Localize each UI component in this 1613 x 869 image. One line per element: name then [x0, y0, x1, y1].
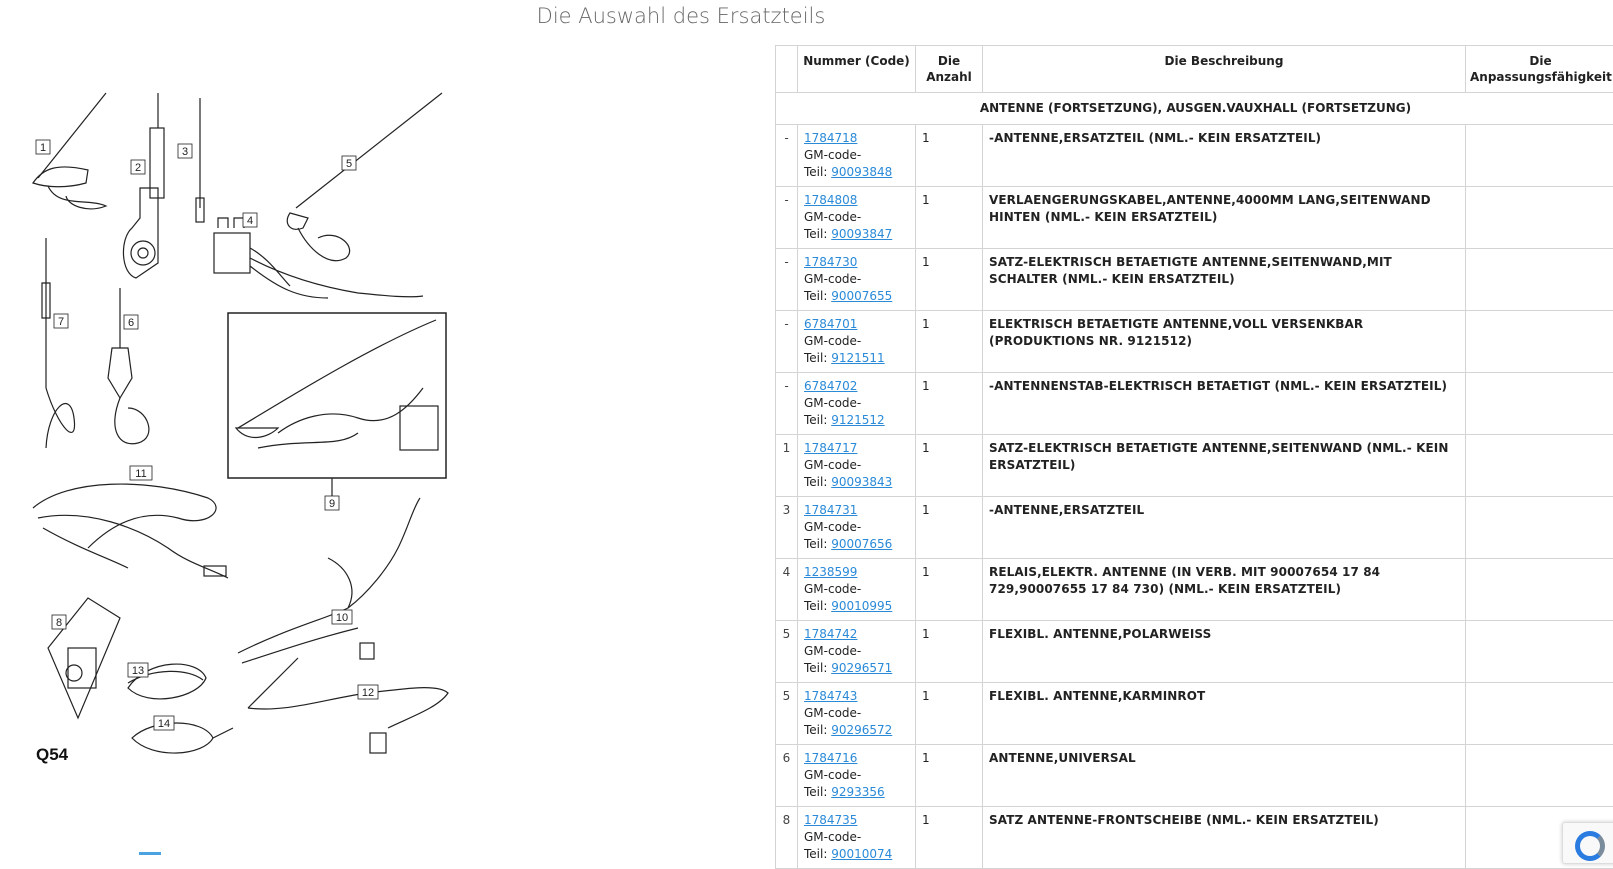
gm-code-label: GM-code-: [804, 830, 861, 844]
row-fit: [1466, 187, 1613, 249]
recaptcha-badge[interactable]: [1562, 822, 1613, 864]
row-quantity: 1: [916, 311, 983, 373]
row-quantity: 1: [916, 187, 983, 249]
row-position: 8: [776, 807, 798, 869]
row-description: SATZ-ELEKTRISCH BETAETIGTE ANTENNE,SEITENWAND (NML.- KEIN ERSATZTEIL): [983, 435, 1466, 497]
row-description: ELEKTRISCH BETAETIGTE ANTENNE,VOLL VERSENKBAR (PRODUKTIONS NR. 9121512): [983, 311, 1466, 373]
table-row: [776, 497, 1613, 559]
row-quantity: 1: [916, 249, 983, 311]
gm-number-link[interactable]: 90010074: [831, 847, 892, 861]
row-number-cell: [798, 249, 916, 311]
table-row: [776, 311, 1613, 373]
row-description: FLEXIBL. ANTENNE,KARMINROT: [983, 683, 1466, 745]
table-row: [776, 621, 1613, 683]
table-row: [776, 187, 1613, 249]
row-quantity: 1: [916, 559, 983, 621]
row-quantity: 1: [916, 125, 983, 187]
teil-label: Teil:: [804, 227, 831, 241]
row-description: FLEXIBL. ANTENNE,POLARWEISS: [983, 621, 1466, 683]
row-description: -ANTENNE,ERSATZTEIL: [983, 497, 1466, 559]
row-description: SATZ ANTENNE-FRONTSCHEIBE (NML.- KEIN ERSATZTEIL): [983, 807, 1466, 869]
gm-code-label: GM-code-: [804, 272, 861, 286]
row-number-cell: [798, 621, 916, 683]
teil-label: Teil:: [804, 289, 831, 303]
row-description: SATZ-ELEKTRISCH BETAETIGTE ANTENNE,SEITENWAND,MIT SCHALTER (NML.- KEIN ERSATZTEIL): [983, 249, 1466, 311]
table-row: [776, 373, 1613, 435]
table-row: [776, 559, 1613, 621]
gm-code-label: GM-code-: [804, 148, 861, 162]
parts-diagram: [28, 88, 470, 788]
row-number-cell: [798, 559, 916, 621]
callout-8: 8: [56, 617, 62, 629]
row-fit: [1466, 311, 1613, 373]
table-row: [776, 249, 1613, 311]
row-position: 4: [776, 559, 798, 621]
part-number-link[interactable]: 1784743: [804, 689, 857, 703]
gm-code-label: GM-code-: [804, 458, 861, 472]
row-fit: [1466, 559, 1613, 621]
header-number: Nummer (Code): [798, 46, 916, 93]
teil-label: Teil:: [804, 599, 831, 613]
part-number-link[interactable]: 1784718: [804, 131, 857, 145]
gm-number-link[interactable]: 90093847: [831, 227, 892, 241]
gm-number-link[interactable]: 9121511: [831, 351, 884, 365]
table-header-row: [776, 46, 1613, 93]
parts-table: [775, 45, 1613, 869]
row-fit: [1466, 621, 1613, 683]
callout-12: 12: [362, 687, 374, 699]
gm-number-link[interactable]: 90007655: [831, 289, 892, 303]
row-description: -ANTENNE,ERSATZTEIL (NML.- KEIN ERSATZTEIL): [983, 125, 1466, 187]
gm-code-label: GM-code-: [804, 520, 861, 534]
gm-number-link[interactable]: 9293356: [831, 785, 884, 799]
row-position: -: [776, 125, 798, 187]
teil-label: Teil:: [804, 413, 831, 427]
part-number-link[interactable]: 1784742: [804, 627, 857, 641]
teil-label: Teil:: [804, 661, 831, 675]
parts-table-container: [775, 45, 1613, 869]
part-number-link[interactable]: 1784808: [804, 193, 857, 207]
part-number-link[interactable]: 1784731: [804, 503, 857, 517]
page-title: Die Auswahl des Ersatzteils: [0, 4, 1362, 28]
gm-number-link[interactable]: 90296572: [831, 723, 892, 737]
part-number-link[interactable]: 1238599: [804, 565, 857, 579]
table-row: [776, 435, 1613, 497]
gm-code-label: GM-code-: [804, 644, 861, 658]
row-position: 5: [776, 683, 798, 745]
callout-3: 3: [182, 146, 188, 158]
row-quantity: 1: [916, 621, 983, 683]
diagram-code: Q54: [36, 745, 69, 764]
row-quantity: 1: [916, 807, 983, 869]
gm-number-link[interactable]: 90296571: [831, 661, 892, 675]
row-number-cell: [798, 187, 916, 249]
part-number-link[interactable]: 1784716: [804, 751, 857, 765]
row-number-cell: [798, 373, 916, 435]
callout-13: 13: [132, 665, 144, 677]
row-quantity: 1: [916, 497, 983, 559]
row-fit: [1466, 435, 1613, 497]
row-number-cell: [798, 807, 916, 869]
part-number-link[interactable]: 1784730: [804, 255, 857, 269]
part-number-link[interactable]: 6784701: [804, 317, 857, 331]
row-fit: [1466, 745, 1613, 807]
row-quantity: 1: [916, 373, 983, 435]
callout-14: 14: [158, 718, 170, 730]
teil-label: Teil:: [804, 475, 831, 489]
part-number-link[interactable]: 1784735: [804, 813, 857, 827]
gm-code-label: GM-code-: [804, 582, 861, 596]
row-description: RELAIS,ELEKTR. ANTENNE (IN VERB. MIT 90007654 17 84 729,90007655 17 84 730) (NML.- KEIN ERSATZTEIL): [983, 559, 1466, 621]
header-fit: Die Anpassungsfähigkeit: [1466, 46, 1613, 93]
row-number-cell: [798, 497, 916, 559]
part-number-link[interactable]: 6784702: [804, 379, 857, 393]
group-row: [776, 93, 1613, 125]
table-row: [776, 745, 1613, 807]
callout-1: 1: [40, 142, 46, 154]
recaptcha-icon: [1575, 831, 1605, 861]
teil-label: Teil:: [804, 785, 831, 799]
teil-label: Teil:: [804, 537, 831, 551]
teil-label: Teil:: [804, 351, 831, 365]
row-fit: [1466, 683, 1613, 745]
row-position: -: [776, 249, 798, 311]
row-position: 1: [776, 435, 798, 497]
row-position: -: [776, 311, 798, 373]
row-quantity: 1: [916, 435, 983, 497]
gm-number-link[interactable]: 90093843: [831, 475, 892, 489]
row-description: VERLAENGERUNGSKABEL,ANTENNE,4000MM LANG,SEITENWAND HINTEN (NML.- KEIN ERSATZTEIL): [983, 187, 1466, 249]
gm-code-label: GM-code-: [804, 768, 861, 782]
callout-11: 11: [135, 468, 146, 480]
row-description: ANTENNE,UNIVERSAL: [983, 745, 1466, 807]
gm-code-label: GM-code-: [804, 706, 861, 720]
teil-label: Teil:: [804, 723, 831, 737]
header-description: Die Beschreibung: [983, 46, 1466, 93]
row-position: -: [776, 373, 798, 435]
gm-number-link[interactable]: 90010995: [831, 599, 892, 613]
callout-10: 10: [336, 612, 348, 624]
row-quantity: 1: [916, 745, 983, 807]
row-fit: [1466, 249, 1613, 311]
parts-diagram-drawing: [28, 88, 470, 788]
row-position: 3: [776, 497, 798, 559]
part-number-link[interactable]: 1784717: [804, 441, 857, 455]
row-number-cell: [798, 435, 916, 497]
callout-4: 4: [247, 215, 253, 227]
callout-6: 6: [128, 317, 134, 329]
group-title: ANTENNE (FORTSETZUNG), AUSGEN.VAUXHALL (FORTSETZUNG): [776, 93, 1613, 125]
row-fit: [1466, 125, 1613, 187]
callout-5: 5: [346, 158, 352, 170]
header-pos: [776, 46, 798, 93]
row-position: 5: [776, 621, 798, 683]
row-fit: [1466, 373, 1613, 435]
row-position: 6: [776, 745, 798, 807]
callout-2: 2: [135, 162, 141, 174]
teil-label: Teil:: [804, 165, 831, 179]
gm-number-link[interactable]: 9121512: [831, 413, 884, 427]
row-number-cell: [798, 745, 916, 807]
row-quantity: 1: [916, 683, 983, 745]
row-number-cell: [798, 683, 916, 745]
row-fit: [1466, 497, 1613, 559]
header-qty: Die Anzahl: [916, 46, 983, 93]
callout-7: 7: [58, 316, 64, 328]
row-number-cell: [798, 125, 916, 187]
gm-number-link[interactable]: 90007656: [831, 537, 892, 551]
table-row: [776, 683, 1613, 745]
table-row: [776, 125, 1613, 187]
row-description: -ANTENNENSTAB-ELEKTRISCH BETAETIGT (NML.- KEIN ERSATZTEIL): [983, 373, 1466, 435]
teil-label: Teil:: [804, 847, 831, 861]
row-number-cell: [798, 311, 916, 373]
callout-9: 9: [329, 498, 335, 510]
gm-code-label: GM-code-: [804, 210, 861, 224]
gm-code-label: GM-code-: [804, 334, 861, 348]
table-row: [776, 807, 1613, 869]
gm-code-label: GM-code-: [804, 396, 861, 410]
row-position: -: [776, 187, 798, 249]
gm-number-link[interactable]: 90093848: [831, 165, 892, 179]
